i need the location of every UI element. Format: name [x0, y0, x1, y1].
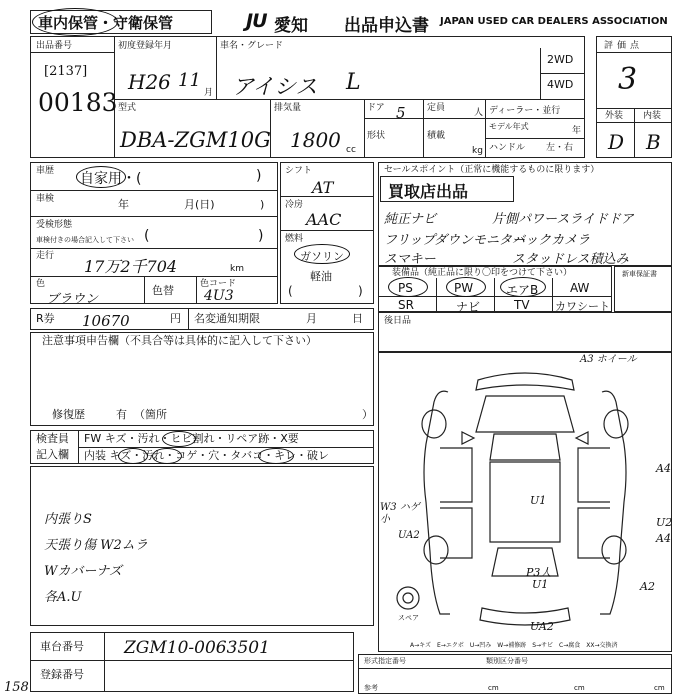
fuel-close: ) [358, 284, 363, 298]
car-diagram [378, 352, 672, 652]
cm-2: cm [574, 684, 585, 692]
class-number-label: 類別区分番号 [486, 657, 528, 665]
handle-label: ハンドル [489, 143, 526, 153]
evaluation-score: 3 [618, 62, 638, 97]
recycle-unit: 円 [170, 312, 181, 325]
consign-label: 受検形態 [36, 220, 73, 230]
model-label: 型式 [118, 103, 137, 113]
history-frame [30, 162, 278, 304]
cm-1: cm [488, 684, 499, 692]
fuel-diesel: 軽油 [310, 270, 332, 283]
displacement-unit: cc [346, 145, 356, 155]
lot-number: 00183 [38, 88, 118, 117]
recycle-label: R券 [36, 312, 55, 325]
private-use-circle [76, 166, 126, 188]
fuel-gasoline: ガソリン [300, 250, 344, 263]
logo-region: 愛知 [274, 16, 308, 36]
first-reg-month: 11 [178, 70, 201, 91]
color-code-label: 色コード [200, 279, 237, 289]
inspection-note-3: Wカバーナズ [44, 564, 122, 579]
lot-code: [2137] [44, 64, 88, 79]
dirt-circle [162, 431, 196, 447]
corner-note: 158 [4, 680, 29, 695]
selling-points-label: セールスポイント（正常に機能するものに限ります） [384, 165, 600, 175]
tobacco-circle [258, 448, 294, 464]
interior-label: 内装 [643, 111, 662, 121]
color-code-value: 4U3 [204, 288, 234, 304]
storage-tag: 車内保管・守衛保管 [38, 14, 174, 32]
selling-point-6: スタッドレス積込み [512, 252, 629, 267]
damage-w3-left: W3 ハゲ 小 [380, 502, 420, 525]
inspection-note-1: 内張りS [44, 512, 92, 527]
inspection-month: 月(日) [184, 198, 215, 211]
equip-seat: カワシート [555, 300, 610, 313]
name-change-day: 日 [352, 312, 363, 325]
ju-logo: JU [246, 10, 267, 32]
selling-point-5: スマキー [384, 252, 436, 267]
mileage-value: 17万2千704 [84, 257, 178, 276]
selling-point-1: 純正ナビ [384, 212, 437, 227]
inspection-year: 年 [118, 198, 129, 211]
type-number-label: 形式指定番号 [364, 657, 406, 665]
chassis-label: 車台番号 [40, 640, 84, 653]
warranty-label: 新車保証書 [622, 270, 657, 278]
ps-circle [388, 277, 428, 297]
pw-circle [446, 277, 486, 297]
name-change-month: 月 [306, 312, 317, 325]
airbag-circle [500, 277, 546, 297]
history-close: ) [256, 168, 262, 184]
doors-value: 5 [396, 104, 406, 122]
inspector-line-1: FW キズ・汚れ・ヒビ割れ・リペア跡・X要 [84, 432, 299, 445]
notes-label: 注意事項申告欄（不具合等は具体的に記入して下さい） [42, 334, 317, 347]
mileage-label: 走行 [36, 251, 55, 261]
load-unit: kg [472, 146, 483, 156]
exterior-grade: D [608, 130, 625, 154]
equip-tv: TV [514, 298, 530, 312]
doors-label: ドア [367, 103, 385, 113]
spare-label: スペア [398, 614, 419, 622]
history-value: 自家用・( [80, 171, 142, 187]
color-value: ブラウン [46, 292, 99, 307]
vehicle-name-label: 車名・グレード [220, 41, 284, 51]
equip-airbag: エアB [506, 283, 539, 297]
repair-history-value: 有 [116, 408, 127, 421]
vehicle-grade: L [346, 70, 361, 95]
association-name: JAPAN USED CAR DEALERS ASSOCIATION [440, 16, 668, 27]
consign-note: 車検付きの場合記入して下さい [36, 236, 134, 244]
shape-label: 形状 [367, 131, 386, 141]
lot-label: 出品番号 [36, 41, 73, 51]
damage-legend: A→キズ E→エクボ U→凹み W→補修跡 S→サビ C→腐食 XX→交換済 [410, 642, 618, 649]
recycle-amount: 10670 [82, 312, 130, 330]
displacement-value: 1800 [290, 128, 341, 152]
inspector-label-1: 検査員 [36, 432, 69, 445]
capacity-label: 定員 [427, 103, 446, 113]
equipment-label: 装備品（純正品に限り〇印をつけて下さい） [392, 268, 573, 278]
equip-aw: AW [570, 281, 590, 295]
stain-circle [152, 448, 182, 464]
ac-label: 冷房 [285, 200, 304, 210]
inspection-note-2: 天張り傷 W2ムラ [44, 538, 148, 553]
first-reg-month-unit: 月 [204, 88, 214, 98]
cm-3: cm [654, 684, 665, 692]
displacement-label: 排気量 [274, 103, 302, 113]
history-label: 車歴 [36, 166, 55, 176]
inspection-label: 車検 [36, 194, 55, 204]
selling-point-4: バックカメラ [512, 233, 591, 248]
rear-items-frame [378, 312, 672, 352]
equip-navi: ナビ [456, 300, 481, 314]
model-value: DBA-ZGM10G [120, 128, 271, 152]
damage-a2-rear: A2 [640, 580, 655, 593]
repair-location: （箇所 [134, 408, 167, 421]
inspection-close: ) [260, 198, 265, 211]
wd-4-option: 4WD [547, 78, 574, 91]
wd-2-option: 2WD [547, 53, 574, 66]
reference-label: 参考 [364, 684, 378, 692]
dealer-label: ディーラー・並行 [489, 106, 561, 116]
repair-location-close: ） [362, 408, 373, 421]
damage-a3-wheel: A3 ホイール [580, 354, 637, 365]
name-change-label: 名変通知期限 [194, 312, 260, 325]
consign-close: ) [258, 228, 264, 244]
damage-u1-roof: U1 [530, 494, 547, 507]
first-reg-label: 初度登録年月 [118, 41, 173, 51]
vehicle-name: アイシス [232, 75, 318, 100]
damage-p3-rear: P3人 [526, 566, 552, 579]
shift-value: AT [312, 178, 334, 197]
fuel-open: ( [288, 284, 293, 298]
evaluation-label: 評価点 [604, 41, 644, 51]
repair-history-label: 修復歴 [52, 408, 85, 421]
repaint-label: 色替 [152, 284, 174, 297]
damage-a4-top: A4 [656, 462, 671, 475]
selling-headline: 買取店出品 [388, 182, 469, 201]
equip-ps: PS [398, 281, 413, 295]
damage-a4-right: A4 [656, 532, 671, 545]
damage-u1-rear: U1 [532, 578, 549, 591]
rear-items-label: 後日品 [384, 316, 412, 326]
mileage-unit: km [230, 264, 244, 274]
capacity-unit: 人 [474, 108, 484, 118]
exterior-label: 外装 [605, 111, 624, 121]
registration-number-label: 登録番号 [40, 668, 84, 681]
form-title: 出品申込書 [344, 16, 429, 36]
selling-point-3: フリップダウンモニター [384, 233, 526, 248]
damage-ua2-bumper: UA2 [530, 620, 554, 633]
damage-u2-right: U2 [656, 516, 673, 529]
gasoline-circle [294, 244, 350, 264]
fuel-label: 燃料 [285, 234, 304, 244]
ac-value: AAC [306, 210, 342, 229]
model-year-label: モデル年式 [489, 122, 529, 131]
inspection-note-4: 各A.U [44, 590, 82, 605]
interior-grade: B [646, 130, 661, 154]
inspector-label-2: 記入欄 [36, 448, 69, 461]
model-year-unit: 年 [572, 126, 582, 136]
first-reg-year: H26 [128, 70, 171, 94]
equip-sr: SR [398, 298, 414, 312]
damage-ua2-left: UA2 [398, 530, 420, 541]
selling-point-2: 片側パワースライドドア [492, 212, 634, 227]
load-label: 積載 [427, 131, 446, 141]
scratch-circle [118, 448, 148, 464]
shift-label: シフト [285, 166, 313, 176]
chassis-value: ZGM10-0063501 [124, 638, 270, 658]
equip-pw: PW [454, 281, 474, 295]
consign-open: ( [144, 228, 150, 244]
color-label: 色 [36, 279, 46, 289]
inspector-line-2: 内装 キズ・汚れ・コゲ・穴・タバコ・キレ・破レ [84, 449, 330, 462]
handle-value: 左・右 [546, 143, 574, 153]
